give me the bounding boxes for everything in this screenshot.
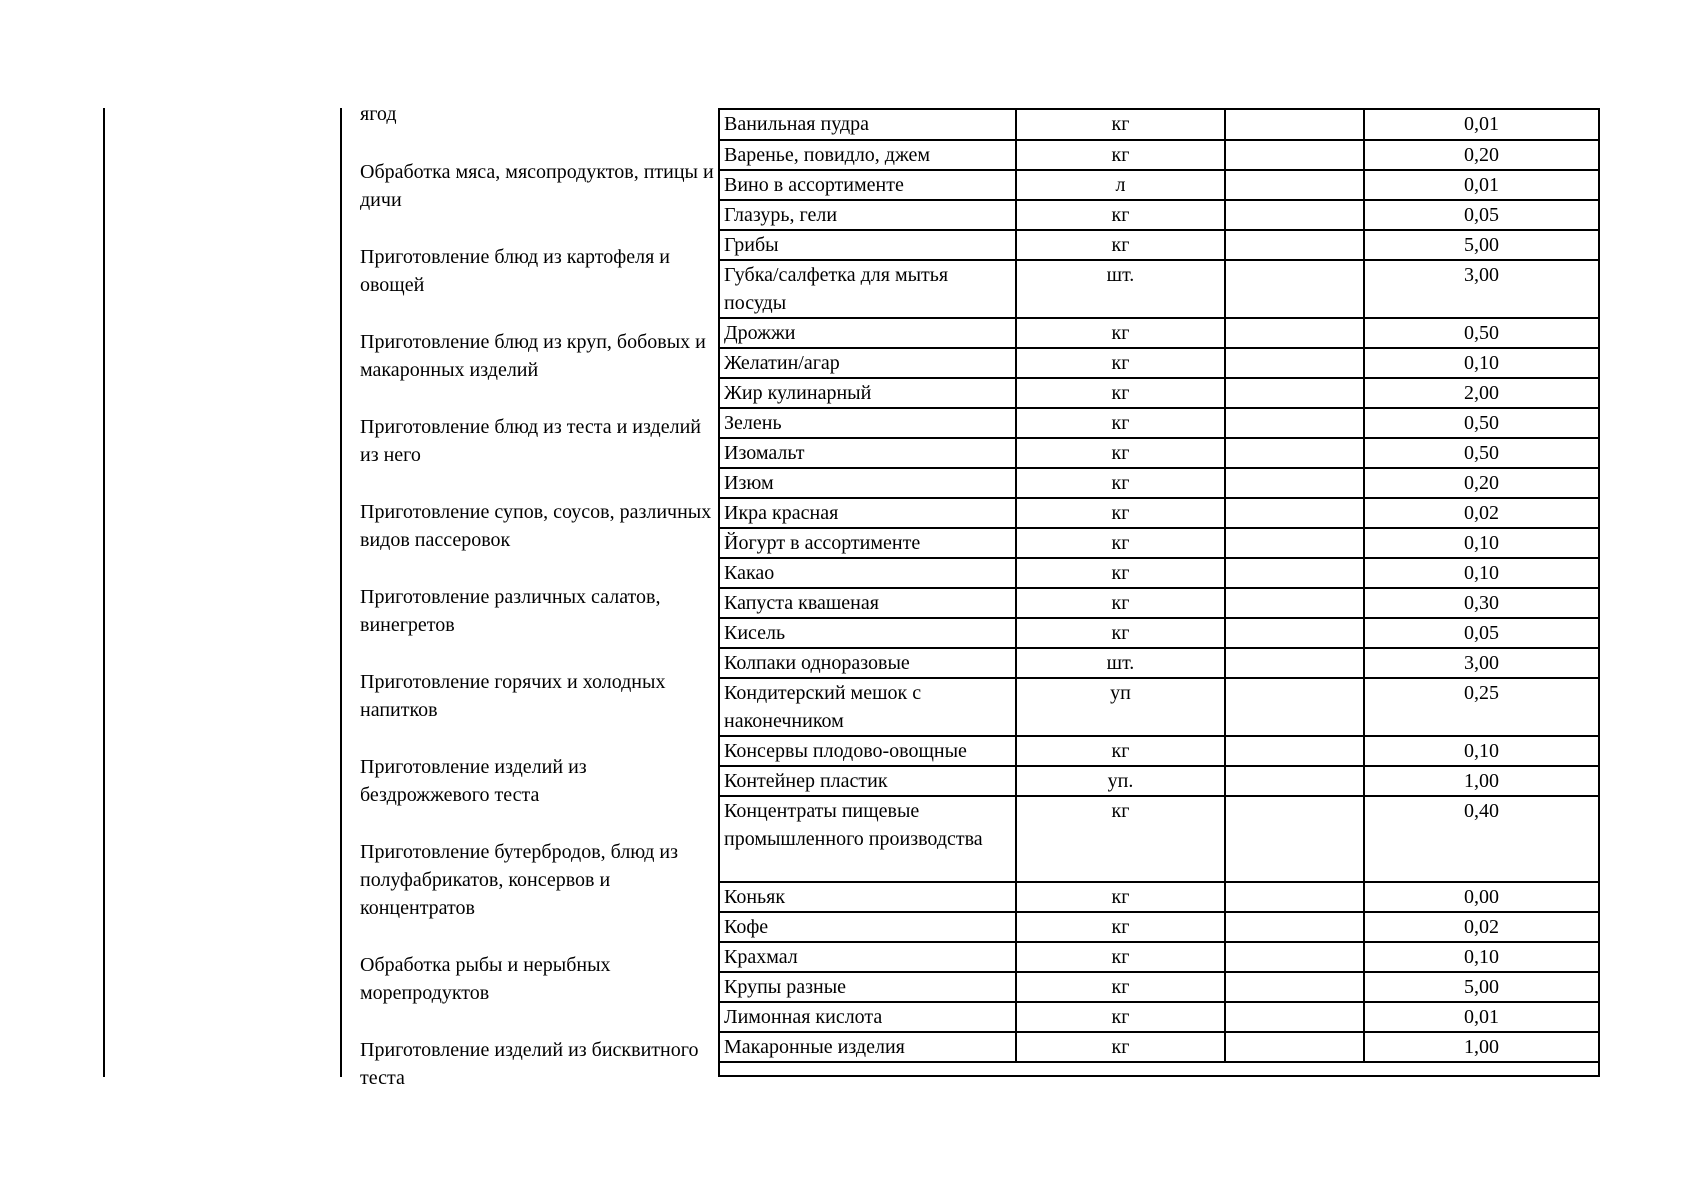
quantity-cell: 0,10 (1364, 528, 1598, 558)
quantity-cell: 0,50 (1364, 318, 1598, 348)
table-row (720, 378, 1598, 408)
quantity-cell: 0,05 (1364, 200, 1598, 230)
activity-item: Приготовление изделий из бисквитного теста (360, 1039, 699, 1089)
table-row (720, 438, 1598, 468)
unit-cell: кг (1016, 140, 1225, 170)
empty-cell (1225, 438, 1364, 468)
quantity-cell: 0,20 (1364, 140, 1598, 170)
unit-cell: кг (1016, 468, 1225, 498)
table-row (720, 648, 1598, 678)
table-row (720, 558, 1598, 588)
unit-cell: кг (1016, 378, 1225, 408)
empty-cell (1225, 408, 1364, 438)
material-name-cell: Колпаки одноразовые (720, 648, 1016, 678)
quantity-cell: 0,50 (1364, 408, 1598, 438)
table-row (720, 912, 1598, 942)
table-row (720, 498, 1598, 528)
material-name-cell: Макаронные изделия (720, 1032, 1016, 1062)
table-row (720, 528, 1598, 558)
table-row (720, 1032, 1598, 1062)
activity-item: Обработка рыбы и нерыбных морепродуктов (360, 954, 611, 1004)
unit-cell: шт. (1016, 260, 1225, 318)
empty-cell (1225, 230, 1364, 260)
empty-cell (1225, 260, 1364, 318)
unit-cell: кг (1016, 528, 1225, 558)
activity-item: Обработка мяса, мясопродуктов, птицы и дичи (360, 161, 714, 211)
material-name-cell: Жир кулинарный (720, 378, 1016, 408)
quantity-cell: 5,00 (1364, 972, 1598, 1002)
material-name-cell: Кисель (720, 618, 1016, 648)
unit-cell: кг (1016, 618, 1225, 648)
quantity-cell: 3,00 (1364, 260, 1598, 318)
unit-cell: кг (1016, 1002, 1225, 1032)
quantity-cell: 0,01 (1364, 1002, 1598, 1032)
unit-cell: кг (1016, 882, 1225, 912)
table-row (720, 736, 1598, 766)
material-name-cell: Лимонная кислота (720, 1002, 1016, 1032)
table-row (720, 882, 1598, 912)
table-row (720, 972, 1598, 1002)
empty-cell (1225, 912, 1364, 942)
unit-cell: кг (1016, 348, 1225, 378)
activity-item: Приготовление изделий из бездрожжевого теста (360, 756, 587, 806)
material-name-cell: Губка/салфетка для мытья посуды (720, 260, 1016, 318)
table-row (720, 200, 1598, 230)
empty-cell (1225, 1002, 1364, 1032)
table-row (720, 260, 1598, 318)
empty-cell (1225, 110, 1364, 140)
activity-item: Приготовление бутербродов, блюд из полуфабрикатов, консервов и концентратов (360, 841, 678, 919)
empty-cell (1225, 318, 1364, 348)
quantity-cell: 0,30 (1364, 588, 1598, 618)
material-name-cell: Изомальт (720, 438, 1016, 468)
left-border-line (103, 108, 105, 1077)
quantity-cell: 0,50 (1364, 438, 1598, 468)
empty-cell (1225, 468, 1364, 498)
unit-cell: кг (1016, 438, 1225, 468)
empty-cell (1225, 942, 1364, 972)
quantity-cell: 1,00 (1364, 1032, 1598, 1062)
activity-item: Приготовление горячих и холодных напитков (360, 671, 666, 721)
material-name-cell: Какао (720, 558, 1016, 588)
quantity-cell: 0,10 (1364, 558, 1598, 588)
unit-cell: кг (1016, 318, 1225, 348)
unit-cell: кг (1016, 942, 1225, 972)
empty-cell (1225, 618, 1364, 648)
empty-cell (1225, 140, 1364, 170)
empty-cell (1225, 736, 1364, 766)
unit-cell: кг (1016, 200, 1225, 230)
unit-cell: уп (1016, 678, 1225, 736)
activity-item: Приготовление различных салатов, винегретов (360, 586, 661, 636)
unit-cell: кг (1016, 110, 1225, 140)
quantity-cell: 0,25 (1364, 678, 1598, 736)
table-row (720, 766, 1598, 796)
material-name-cell: Грибы (720, 230, 1016, 260)
table-row (720, 170, 1598, 200)
quantity-cell: 0,02 (1364, 498, 1598, 528)
material-name-cell: Вино в ассортименте (720, 170, 1016, 200)
empty-cell (1225, 200, 1364, 230)
empty-cell (1225, 648, 1364, 678)
table-row (720, 942, 1598, 972)
quantity-cell: 0,10 (1364, 348, 1598, 378)
material-name-cell: Ванильная пудра (720, 110, 1016, 140)
empty-cell (1225, 558, 1364, 588)
unit-cell: шт. (1016, 648, 1225, 678)
empty-cell (1225, 378, 1364, 408)
material-name-cell: Концентраты пищевые промышленного производства (720, 796, 1016, 882)
quantity-cell: 0,20 (1364, 468, 1598, 498)
empty-cell (1225, 170, 1364, 200)
material-name-cell: Йогурт в ассортименте (720, 528, 1016, 558)
unit-cell: кг (1016, 736, 1225, 766)
empty-cell (1225, 882, 1364, 912)
material-name-cell: Коньяк (720, 882, 1016, 912)
table-row (720, 348, 1598, 378)
table-row (720, 796, 1598, 882)
material-name-cell: Желатин/агар (720, 348, 1016, 378)
table-row (720, 230, 1598, 260)
activity-item: Приготовление блюд из теста и изделий из него (360, 416, 701, 466)
material-name-cell: Контейнер пластик (720, 766, 1016, 796)
table-row (720, 678, 1598, 736)
table-row (720, 468, 1598, 498)
materials-table (718, 108, 1600, 1077)
unit-cell: л (1016, 170, 1225, 200)
unit-cell: кг (1016, 972, 1225, 1002)
unit-cell: кг (1016, 408, 1225, 438)
material-name-cell: Дрожжи (720, 318, 1016, 348)
quantity-cell: 0,05 (1364, 618, 1598, 648)
empty-cell (1225, 766, 1364, 796)
unit-cell: кг (1016, 230, 1225, 260)
table-row (720, 318, 1598, 348)
activity-item: ягод (360, 103, 397, 125)
material-name-cell: Консервы плодово-овощные (720, 736, 1016, 766)
table-row (720, 618, 1598, 648)
empty-cell (1225, 972, 1364, 1002)
table-row (720, 140, 1598, 170)
material-name-cell: Кофе (720, 912, 1016, 942)
empty-cell (1225, 1032, 1364, 1062)
material-name-cell: Крупы разные (720, 972, 1016, 1002)
material-name-cell: Зелень (720, 408, 1016, 438)
empty-cell (1225, 498, 1364, 528)
column-divider-line (340, 108, 342, 1077)
unit-cell: кг (1016, 796, 1225, 882)
quantity-cell: 5,00 (1364, 230, 1598, 260)
quantity-cell: 0,02 (1364, 912, 1598, 942)
empty-cell (1225, 528, 1364, 558)
material-name-cell: Крахмал (720, 942, 1016, 972)
material-name-cell: Кондитерский мешок с наконечником (720, 678, 1016, 736)
quantity-cell: 3,00 (1364, 648, 1598, 678)
material-name-cell: Глазурь, гели (720, 200, 1016, 230)
empty-cell (1225, 588, 1364, 618)
table-row (720, 1002, 1598, 1032)
quantity-cell: 0,10 (1364, 736, 1598, 766)
empty-cell (1225, 796, 1364, 882)
material-name-cell: Варенье, повидло, джем (720, 140, 1016, 170)
table-row (720, 110, 1598, 140)
quantity-cell: 0,01 (1364, 110, 1598, 140)
unit-cell: кг (1016, 912, 1225, 942)
activity-item: Приготовление супов, соусов, различных видов пассеровок (360, 501, 712, 551)
unit-cell: кг (1016, 558, 1225, 588)
material-name-cell: Изюм (720, 468, 1016, 498)
empty-cell (1225, 678, 1364, 736)
unit-cell: уп. (1016, 766, 1225, 796)
activities-column (360, 0, 720, 1089)
quantity-cell: 1,00 (1364, 766, 1598, 796)
unit-cell: кг (1016, 498, 1225, 528)
empty-cell (1225, 348, 1364, 378)
unit-cell: кг (1016, 1032, 1225, 1062)
activity-item: Приготовление блюд из круп, бобовых и макаронных изделий (360, 331, 706, 381)
table-row (720, 408, 1598, 438)
quantity-cell: 0,01 (1364, 170, 1598, 200)
table-row (720, 588, 1598, 618)
activity-item: Приготовление блюд из картофеля и овощей (360, 246, 670, 296)
material-name-cell: Икра красная (720, 498, 1016, 528)
unit-cell: кг (1016, 588, 1225, 618)
quantity-cell: 0,10 (1364, 942, 1598, 972)
quantity-cell: 2,00 (1364, 378, 1598, 408)
quantity-cell: 0,00 (1364, 882, 1598, 912)
quantity-cell: 0,40 (1364, 796, 1598, 882)
material-name-cell: Капуста квашеная (720, 588, 1016, 618)
